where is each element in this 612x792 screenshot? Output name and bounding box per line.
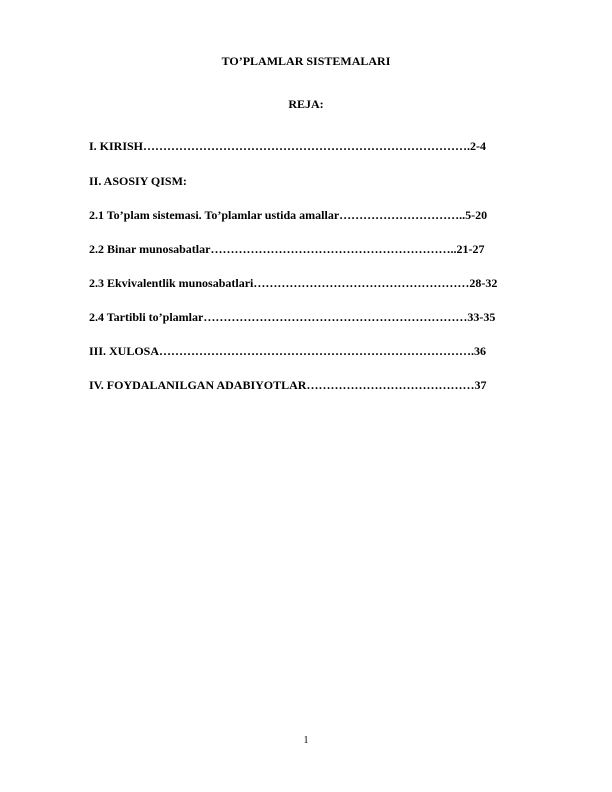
toc-entry-2-4: 2.4 Tartibli to’plamlar…………………………………………………………33-35 — [89, 310, 496, 324]
toc-entry-2-3: 2.3 Ekvivalentlik munosabatlari………………………………………………28-32 — [89, 276, 498, 290]
toc-entry-introduction: I. KIRISH……………………………………………………………………….2-4 — [89, 139, 487, 153]
plan-heading: REJA: — [288, 97, 324, 111]
toc-entry-main-part: II. ASOSIY QISM: — [89, 174, 187, 188]
table-of-contents — [89, 139, 589, 412]
toc-entry-2-2: 2.2 Binar munosabatlar……………………………………………………..21-27 — [89, 242, 485, 256]
page-number: 1 — [303, 735, 309, 746]
toc-entry-2-1: 2.1 To’plam sistemasi. To’plamlar ustida amallar…………………………..5-20 — [89, 208, 488, 222]
toc-entry-references: IV. FOYDALANILGAN ADABIYOTLAR……………………………………37 — [89, 378, 487, 392]
toc-entry-conclusion: III. XULOSA…………………………………………………………………….36 — [89, 344, 487, 358]
document-title: TO’PLAMLAR SISTEMALARI — [221, 54, 391, 68]
